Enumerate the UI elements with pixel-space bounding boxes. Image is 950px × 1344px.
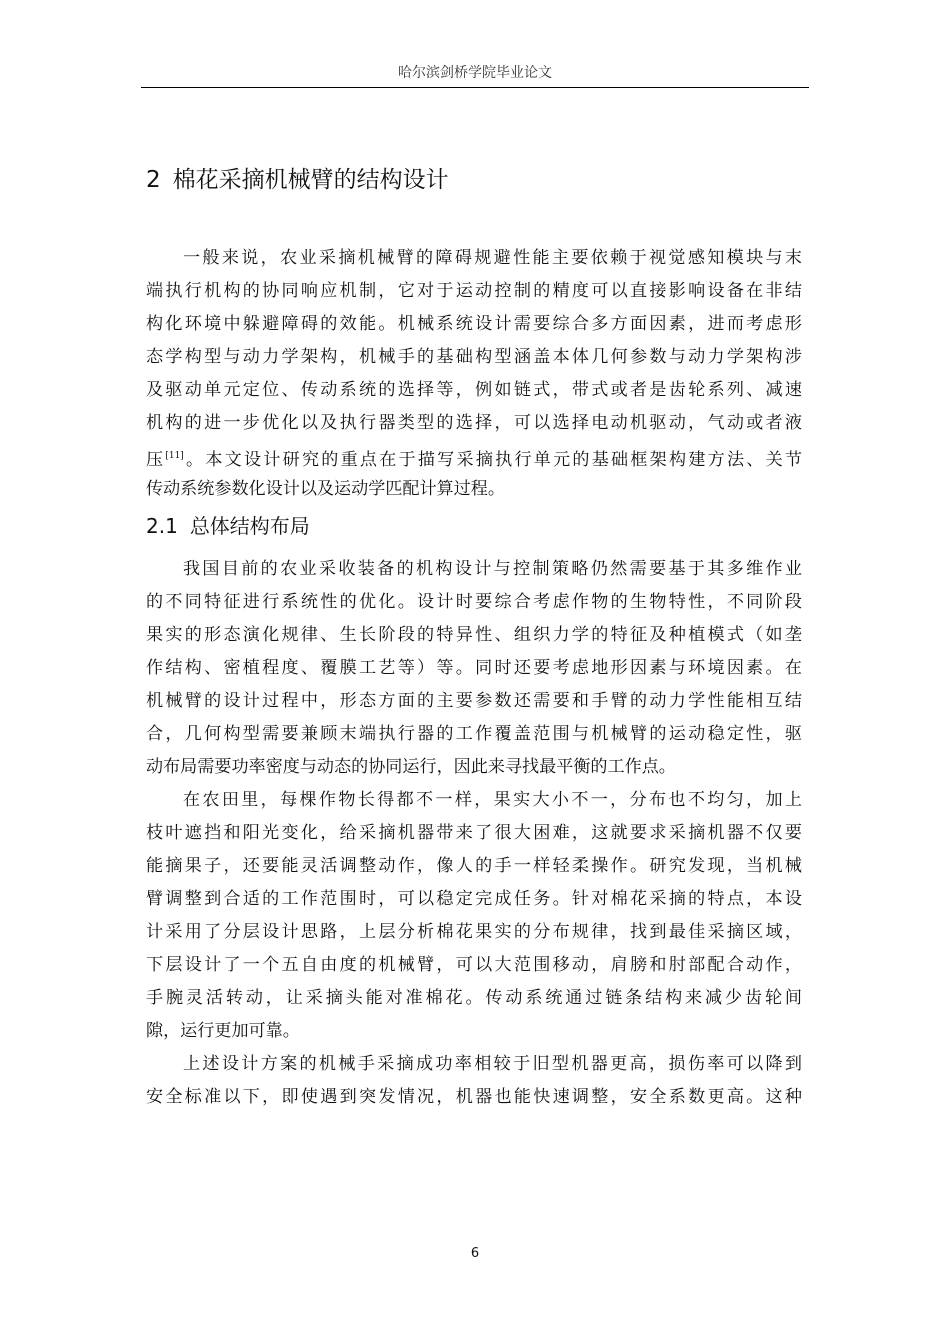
body-paragraph-1 xyxy=(146,553,802,784)
paragraph-line: 作结构、密植程度、覆膜工艺等）等。同时还要考虑地形因素与环境因素。在 xyxy=(146,658,802,678)
paragraph-line: 及驱动单元定位、传动系统的选择等，例如链式，带式或者是齿轮系列、减速 xyxy=(146,380,802,400)
paragraph-line: 手腕灵活转动，让采摘头能对准棉花。传动系统通过链条结构来减少齿轮间 xyxy=(146,988,802,1008)
paragraph-line: 能摘果子，还要能灵活调整动作，像人的手一样轻柔操作。研究发现，当机械 xyxy=(146,856,802,876)
paragraph-line: 隙，运行更加可靠。 xyxy=(146,1021,300,1041)
chapter-title xyxy=(146,163,449,197)
paragraph-line: 的不同特征进行系统性的优化。设计时要综合考虑作物的生物特性，不同阶段 xyxy=(146,592,802,612)
section-title-text: 总体结构布局 xyxy=(189,514,310,538)
paragraph-line xyxy=(146,440,802,473)
paragraph-line: 态学构型与动力学架构，机械手的基础构型涵盖本体几何参数与动力学架构涉 xyxy=(146,347,802,367)
body-paragraph-2 xyxy=(146,784,802,1048)
paragraph-line: 机械臂的设计过程中，形态方面的主要参数还需要和手臂的动力学性能相互结 xyxy=(146,691,802,711)
body-paragraph-3 xyxy=(146,1048,802,1114)
paragraph-line: 我国目前的农业采收装备的机构设计与控制策略仍然需要基于其多维作业 xyxy=(183,559,802,579)
paragraph-line: 安全标准以下，即使遇到突发情况，机器也能快速调整，安全系数更高。这种 xyxy=(146,1087,802,1107)
running-header: 哈尔滨剑桥学院毕业论文 xyxy=(398,65,552,81)
citation-reference[interactable]: [11] xyxy=(165,451,184,461)
paragraph-line: 下层设计了一个五自由度的机械臂，可以大范围移动，肩膀和肘部配合动作， xyxy=(146,955,802,975)
paragraph-line: 传动系统参数化设计以及运动学匹配计算过程。 xyxy=(146,479,505,499)
paragraph-line: 枝叶遮挡和阳光变化，给采摘机器带来了很大困难，这就要求采摘机器不仅要 xyxy=(146,823,802,843)
paragraph-line: 计采用了分层设计思路，上层分析棉花果实的分布规律，找到最佳采摘区域， xyxy=(146,922,802,942)
paragraph-line: 臂调整到合适的工作范围时，可以稳定完成任务。针对棉花采摘的特点，本设 xyxy=(146,889,802,909)
header-rule xyxy=(141,87,809,88)
paragraph-line: 一般来说，农业采摘机械臂的障碍规避性能主要依赖于视觉感知模块与末 xyxy=(183,248,802,268)
page-number: 6 xyxy=(470,1246,480,1261)
intro-paragraph xyxy=(146,242,802,506)
paragraph-line: 果实的形态演化规律、生长阶段的特异性、组织力学的特征及种植模式（如垄 xyxy=(146,625,802,645)
paragraph-line: 在农田里，每棵作物长得都不一样，果实大小不一，分布也不均匀，加上 xyxy=(183,790,802,810)
line-text: 压 xyxy=(146,450,166,470)
section-title xyxy=(146,510,310,542)
line-text: 。本文设计研究的重点在于描写采摘执行单元的基础框架构建方法、关节 xyxy=(183,450,802,470)
paragraph-line: 端执行机构的协同响应机制，它对于运动控制的精度可以直接影响设备在非结 xyxy=(146,281,802,301)
chapter-number: 2 xyxy=(146,167,161,193)
section-number: 2.1 xyxy=(146,514,178,538)
paragraph-line: 上述设计方案的机械手采摘成功率相较于旧型机器更高，损伤率可以降到 xyxy=(183,1054,802,1074)
paragraph-line: 机构的进一步优化以及执行器类型的选择，可以选择电动机驱动，气动或者液 xyxy=(146,413,802,433)
paragraph-line: 构化环境中躲避障碍的效能。机械系统设计需要综合多方面因素，进而考虑形 xyxy=(146,314,802,334)
paragraph-line: 动布局需要功率密度与动态的协同运行，因此来寻找最平衡的工作点。 xyxy=(146,757,676,777)
paragraph-line: 合，几何构型需要兼顾末端执行器的工作覆盖范围与机械臂的运动稳定性，驱 xyxy=(146,724,802,744)
chapter-title-text: 棉花采摘机械臂的结构设计 xyxy=(172,167,449,193)
